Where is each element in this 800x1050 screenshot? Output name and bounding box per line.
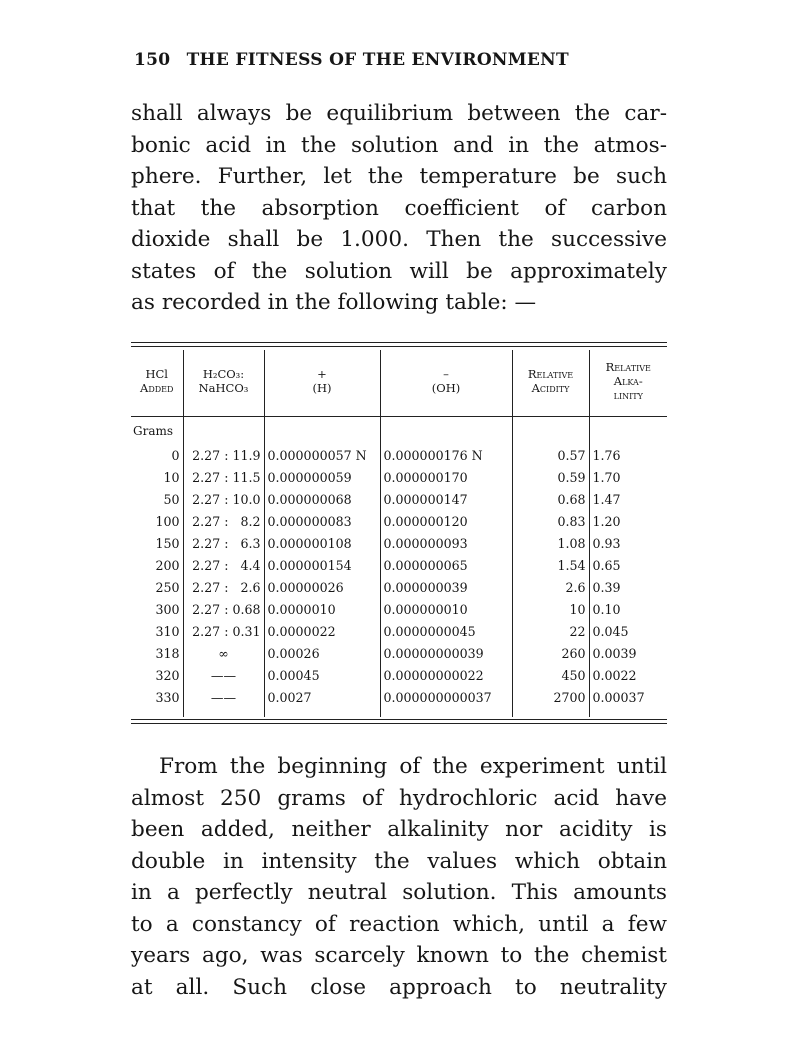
paragraph-top (131, 98, 667, 319)
cell-hydroxyl-ion: 0.000000170 (380, 467, 512, 489)
cell-hydrogen-ion: 0.000000108 (264, 533, 380, 555)
cell-hcl-added: 310 (131, 621, 183, 643)
cell-hydrogen-ion: 0.00026 (264, 643, 380, 665)
table-row (131, 687, 667, 717)
cell-relative-alkalinity: 0.93 (592, 536, 621, 551)
units-label: Grams (131, 417, 183, 446)
table-bottom-rule-inner (131, 723, 667, 724)
cell-relative-alkalinity: 0.0022 (592, 668, 637, 683)
cell-hcl-added: 250 (131, 577, 183, 599)
running-title: THE FITNESS OF THE ENVIRONMENT (186, 50, 569, 70)
table-row (131, 599, 667, 621)
cell-relative-acidity: 22 (512, 621, 589, 643)
text-line: been added, neither alkalinity nor acidity is (131, 817, 667, 842)
cell-ratio: —— (183, 687, 264, 717)
cell-hydrogen-ion: 0.0027 (264, 687, 380, 717)
text-line: phere. Further, let the temperature be such (131, 164, 667, 189)
cell-hydroxyl-ion: 0.000000000037 (380, 687, 512, 717)
cell-hydrogen-ion: 0.000000083 (264, 511, 380, 533)
cell-relative-acidity: 0.59 (512, 467, 589, 489)
cell-hydrogen-ion: 0.000000059 (264, 467, 380, 489)
text-line: at all. Such close approach to neutrality (131, 974, 667, 1000)
cell-hcl-added: 50 (131, 489, 183, 511)
header-ratio: H₂CO₃: NaHCO₃ (183, 350, 264, 417)
cell-ratio: 2.27 : 11.5 (183, 467, 264, 489)
cell-relative-acidity: 260 (512, 643, 589, 665)
table-top-rule (131, 342, 667, 343)
text-line: almost 250 grams of hydrochloric acid have (131, 785, 667, 811)
table-bottom-rule (131, 719, 667, 720)
header-relative-alkalinity: Relative Alka- linity (589, 350, 667, 417)
table-header-row (131, 350, 667, 417)
cell-relative-alkalinity: 1.76 (592, 448, 621, 463)
cell-relative-alkalinity: 0.0039 (592, 646, 637, 661)
cell-relative-alkalinity: 1.20 (592, 514, 621, 529)
table-row (131, 665, 667, 687)
text-line: dioxide shall be 1.000. Then the successive (131, 227, 667, 252)
cell-ratio: 2.27 : 0.31 (183, 621, 264, 643)
table-top-rule-inner (131, 346, 667, 347)
header-hydrogen-ion: + (H) (264, 350, 380, 417)
cell-hcl-added: 100 (131, 511, 183, 533)
cell-relative-alkalinity: 0.045 (592, 624, 629, 639)
table-row (131, 489, 667, 511)
text-line: shall always be equilibrium between the car- (131, 101, 667, 126)
cell-hcl-added: 320 (131, 665, 183, 687)
cell-hydroxyl-ion: 0.000000093 (380, 533, 512, 555)
cell-hydroxyl-ion: 0.000000147 (380, 489, 512, 511)
table-row (131, 577, 667, 599)
table-row (131, 555, 667, 577)
cell-relative-alkalinity: 0.00037 (592, 690, 645, 705)
header-relative-acidity: Relative Acidity (512, 350, 589, 417)
units-row (131, 417, 667, 446)
cell-relative-alkalinity: 0.10 (592, 602, 621, 617)
cell-hydrogen-ion: 0.000000154 (264, 555, 380, 577)
cell-relative-alkalinity: 1.70 (592, 470, 621, 485)
table-row (131, 511, 667, 533)
cell-ratio: 2.27 : 2.6 (183, 577, 264, 599)
cell-ratio: —— (183, 665, 264, 687)
text-line: as recorded in the following table: — (131, 290, 537, 315)
cell-hydroxyl-ion: 0.000000065 (380, 555, 512, 577)
cell-ratio: 2.27 : 0.68 (183, 599, 264, 621)
header-hydroxyl-ion: – (OH) (380, 350, 512, 417)
cell-ratio: ∞ (183, 643, 264, 665)
table-row (131, 533, 667, 555)
cell-ratio: 2.27 : 4.4 (183, 555, 264, 577)
cell-hcl-added: 0 (131, 445, 183, 467)
cell-relative-acidity: 2700 (512, 687, 589, 717)
page-number: 150 (134, 50, 171, 70)
cell-relative-alkalinity: 0.39 (592, 580, 621, 595)
table-row (131, 467, 667, 489)
text-line: states of the solution will be approximately (131, 258, 667, 284)
cell-relative-acidity: 0.68 (512, 489, 589, 511)
cell-hydrogen-ion: 0.000000057 N (264, 445, 380, 467)
cell-hydroxyl-ion: 0.0000000045 (380, 621, 512, 643)
cell-ratio: 2.27 : 10.0 (183, 489, 264, 511)
cell-hcl-added: 10 (131, 467, 183, 489)
equilibrium-table (131, 350, 667, 717)
cell-hydroxyl-ion: 0.000000120 (380, 511, 512, 533)
cell-relative-acidity: 10 (512, 599, 589, 621)
cell-ratio: 2.27 : 8.2 (183, 511, 264, 533)
text-line: bonic acid in the solution and in the atmos- (131, 132, 667, 158)
cell-hcl-added: 200 (131, 555, 183, 577)
cell-relative-acidity: 2.6 (512, 577, 589, 599)
cell-hcl-added: 150 (131, 533, 183, 555)
cell-hydrogen-ion: 0.00045 (264, 665, 380, 687)
cell-relative-acidity: 1.54 (512, 555, 589, 577)
running-head (134, 50, 674, 70)
text-line: From the beginning of the experiment until (159, 754, 667, 779)
text-line: in a perfectly neutral solution. This amounts (131, 880, 667, 905)
cell-hcl-added: 318 (131, 643, 183, 665)
cell-hydroxyl-ion: 0.00000000022 (380, 665, 512, 687)
cell-relative-acidity: 0.83 (512, 511, 589, 533)
table-row (131, 445, 667, 467)
cell-relative-acidity: 1.08 (512, 533, 589, 555)
cell-ratio: 2.27 : 6.3 (183, 533, 264, 555)
text-line: double in intensity the values which obtain (131, 848, 667, 874)
table-row (131, 621, 667, 643)
cell-hcl-added: 330 (131, 687, 183, 717)
cell-hydrogen-ion: 0.0000022 (264, 621, 380, 643)
text-line: years ago, was scarcely known to the chemist (131, 943, 667, 968)
cell-relative-alkalinity: 0.65 (592, 558, 621, 573)
cell-hydrogen-ion: 0.00000026 (264, 577, 380, 599)
cell-relative-acidity: 450 (512, 665, 589, 687)
cell-hydroxyl-ion: 0.000000039 (380, 577, 512, 599)
cell-ratio: 2.27 : 11.9 (183, 445, 264, 467)
cell-hydroxyl-ion: 0.000000010 (380, 599, 512, 621)
cell-hydroxyl-ion: 0.00000000039 (380, 643, 512, 665)
table-row (131, 643, 667, 665)
text-line: to a constancy of reaction which, until a few (131, 911, 667, 937)
cell-relative-alkalinity: 1.47 (592, 492, 621, 507)
paragraph-bottom (131, 751, 667, 1003)
text-line: that the absorption coefficient of carbon (131, 195, 667, 221)
cell-hydroxyl-ion: 0.000000176 N (380, 445, 512, 467)
cell-relative-acidity: 0.57 (512, 445, 589, 467)
cell-hydrogen-ion: 0.000000068 (264, 489, 380, 511)
header-hcl-added: HCl Added (131, 350, 183, 417)
cell-hcl-added: 300 (131, 599, 183, 621)
cell-hydrogen-ion: 0.0000010 (264, 599, 380, 621)
